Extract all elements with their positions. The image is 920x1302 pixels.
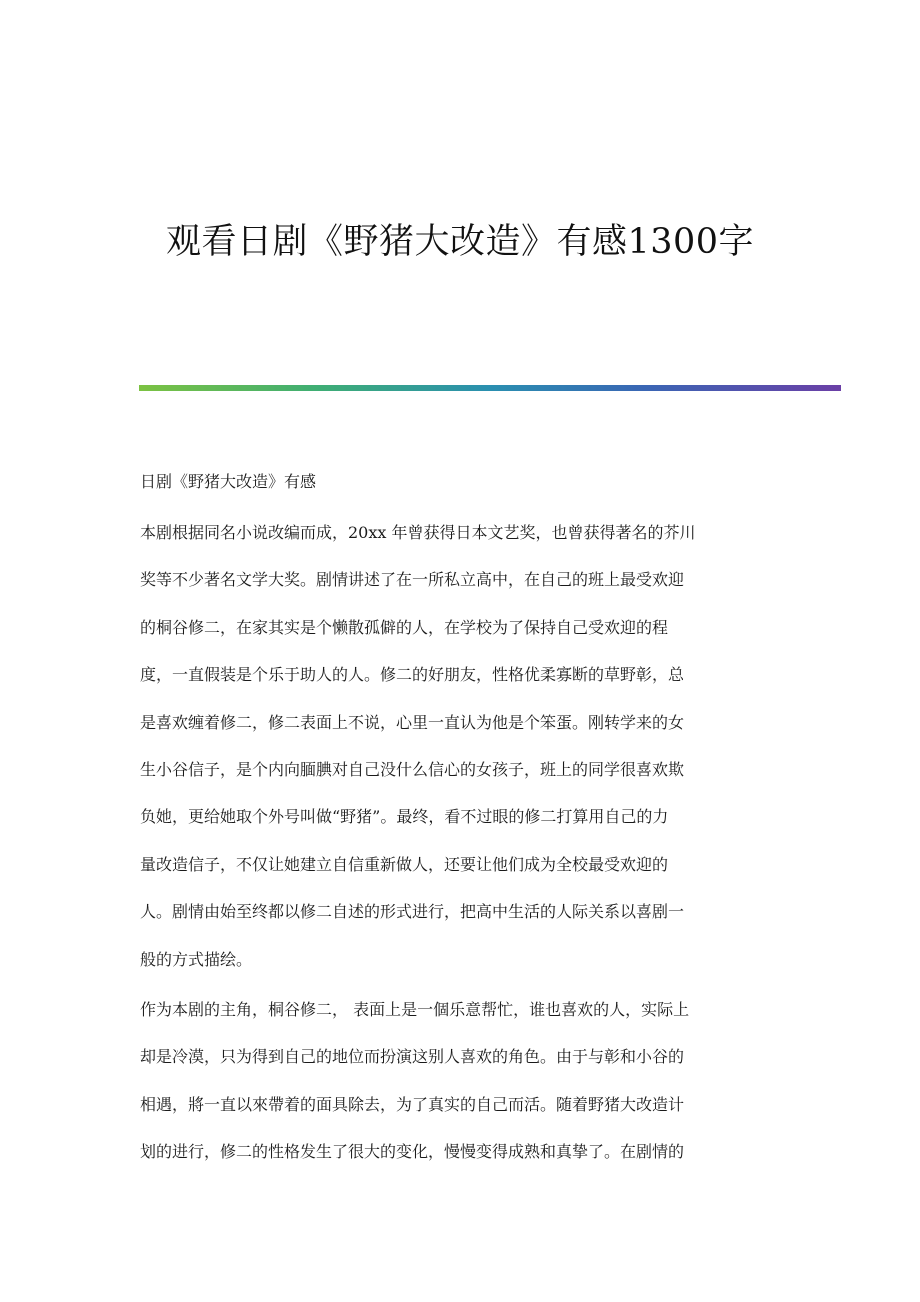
text-line: 度，一直假装是个乐于助人的人。修二的好朋友，性格优柔寡断的草野彰，总 [140, 665, 685, 685]
text-line: 的桐谷修二，在家其实是个懒散孤僻的人，在学校为了保持自己受欢迎的程 [140, 617, 669, 637]
text-line: 作为本剧的主角，桐谷修二， 表面上是一個乐意帮忙，谁也喜欢的人，实际上 [140, 1000, 690, 1020]
text-line: 负她，更给她取个外号叫做“野猪”。最终，看不过眼的修二打算用自己的力 [140, 807, 669, 827]
document-body [140, 458, 785, 1179]
text-line: 本剧根据同名小说改编而成，20xx 年曾获得日本文艺奖，也曾获得著名的芥川 [140, 523, 696, 542]
text-line: 划的进行，修二的性格发生了很大的变化，慢慢变得成熟和真挚了。在剧情的 [140, 1142, 685, 1162]
title-divider [139, 385, 841, 391]
article-subtitle: 日剧《野猪大改造》有感 [140, 472, 317, 491]
text-line: 生小谷信子，是个内向腼腆对自己没什么信心的女孩子，班上的同学很喜欢欺 [140, 760, 685, 780]
paragraph-2 [140, 986, 785, 1176]
text-line: 却是冷漠，只为得到自己的地位而扮演这别人喜欢的角色。由于与彰和小谷的 [140, 1047, 685, 1067]
text-line: 是喜欢缠着修二，修二表面上不说，心里一直认为他是个笨蛋。刚转学来的女 [140, 712, 685, 732]
text-line: 量改造信子，不仅让她建立自信重新做人，还要让他们成为全校最受欢迎的 [140, 854, 669, 874]
text-line: 奖等不少著名文学大奖。剧情讲述了在一所私立高中，在自己的班上最受欢迎 [140, 570, 685, 590]
text-line: 人。剧情由始至终都以修二自述的形式进行，把高中生活的人际关系以喜剧一 [140, 902, 685, 922]
paragraph-1 [140, 509, 785, 983]
page-title: 观看日剧《野猪大改造》有感1300字 [165, 222, 755, 262]
text-line: 般的方式描绘。 [140, 949, 253, 969]
text-line: 相遇，將一直以來帶着的面具除去，为了真实的自己而活。随着野猪大改造计 [140, 1094, 685, 1114]
